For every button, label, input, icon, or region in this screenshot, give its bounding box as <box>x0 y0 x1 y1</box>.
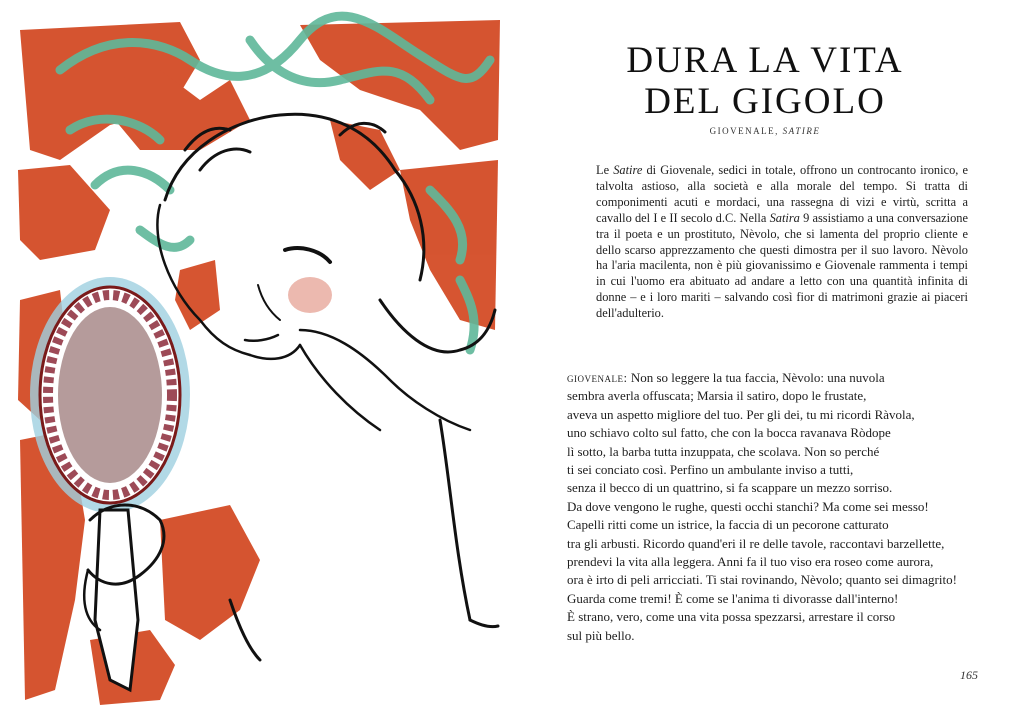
intro-text-3: 9 assistiamo a una conversazione tra il poeta e un prostituto, Nèvolo, che si lamenta del proprio cliente e dello scarso apprezzamento che questi dimostra per il suo lavoro. Nèvolo ha l'aria macilenta, non è più giovanissimo e Giovenale rammenta i tempi in cui l'uomo era abituato ad andare a letto con una quantità infinita di donne – e i loro mariti – salvando così fior di matrimoni grazie ai piaceri dell'adulterio. <box>596 210 968 321</box>
cheek-blush <box>288 277 332 313</box>
title-line-2: DEL GIGOLO <box>644 81 886 122</box>
subtitle-work: SATIRE <box>782 126 821 136</box>
chapter-subtitle <box>540 126 990 136</box>
dialogue-line: sembra averla offuscata; Marsia il satiro, dopo le frustate, <box>567 388 867 404</box>
dialogue-line-text: Non so leggere la tua faccia, Nèvolo: una nuvola <box>627 370 885 385</box>
chapter-title <box>540 40 990 122</box>
page-number: 165 <box>960 668 978 682</box>
title-line-1: DURA LA VITA <box>626 40 904 81</box>
intro-text-2: di Giovenale, sedici in totale, offrono un controcanto ironico, e talvolta astioso, alla società e alla morale del tempo. Si tratta di componimenti acuti e mordaci, una rassegna di vizi e virtù, scritta a cavallo del I e II secolo d.C. Nella <box>596 163 968 225</box>
dialogue-line: prendevi la vita alla leggera. Anni fa il tuo viso era roseo come aurora, <box>567 554 934 570</box>
intro-paragraph <box>596 163 968 322</box>
subtitle-author: GIOVENALE, <box>709 126 783 136</box>
dialogue-line: ti sei conciato così. Perfino un ambulante inviso a tutti, <box>567 462 854 478</box>
intro-text-1: Le <box>596 163 614 177</box>
dialogue-line: uno schiavo colto sul fatto, che con la bocca ravanava Ròdope <box>567 425 891 441</box>
dialogue-line: senza il becco di un quattrino, si fa scappare un mezzo sorriso. <box>567 480 893 496</box>
dialogue-line: lì sotto, la barba tutta inzuppata, che scolava. Non so perché <box>567 443 880 459</box>
dialogue-line: ora è irto di peli arricciati. Ti stai rovinando, Nèvolo; quanto sei dimagrito! <box>567 572 957 588</box>
dialogue-block <box>567 369 987 645</box>
dialogue-line: È strano, vero, come una vita possa spezzarsi, arrestare il corso <box>567 609 896 625</box>
dialogue-line: Da dove vengono le rughe, questi occhi stanchi? Ma come sei messo! <box>567 498 929 514</box>
dialogue-line: Guarda come tremi! È come se l'anima ti divorasse dall'interno! <box>567 590 899 606</box>
dialogue-line: aveva un aspetto migliore del tuo. Per gli dei, tu mi ricordi Ràvola, <box>567 406 915 422</box>
text-page <box>540 0 1010 720</box>
dialogue-line <box>567 369 987 387</box>
dialogue-line: sul più bello. <box>567 627 635 643</box>
intro-satire-italic: Satire <box>613 163 643 177</box>
speaker-name: giovenale: <box>567 370 628 385</box>
dialogue-line: tra gli arbusti. Ricordo quand'eri il re delle tavole, raccontavi barzellette, <box>567 535 945 551</box>
dialogue-line: Capelli ritti come un istrice, la faccia di un pecorone catturato <box>567 517 889 533</box>
intro-satira-italic: Satira <box>769 210 800 225</box>
